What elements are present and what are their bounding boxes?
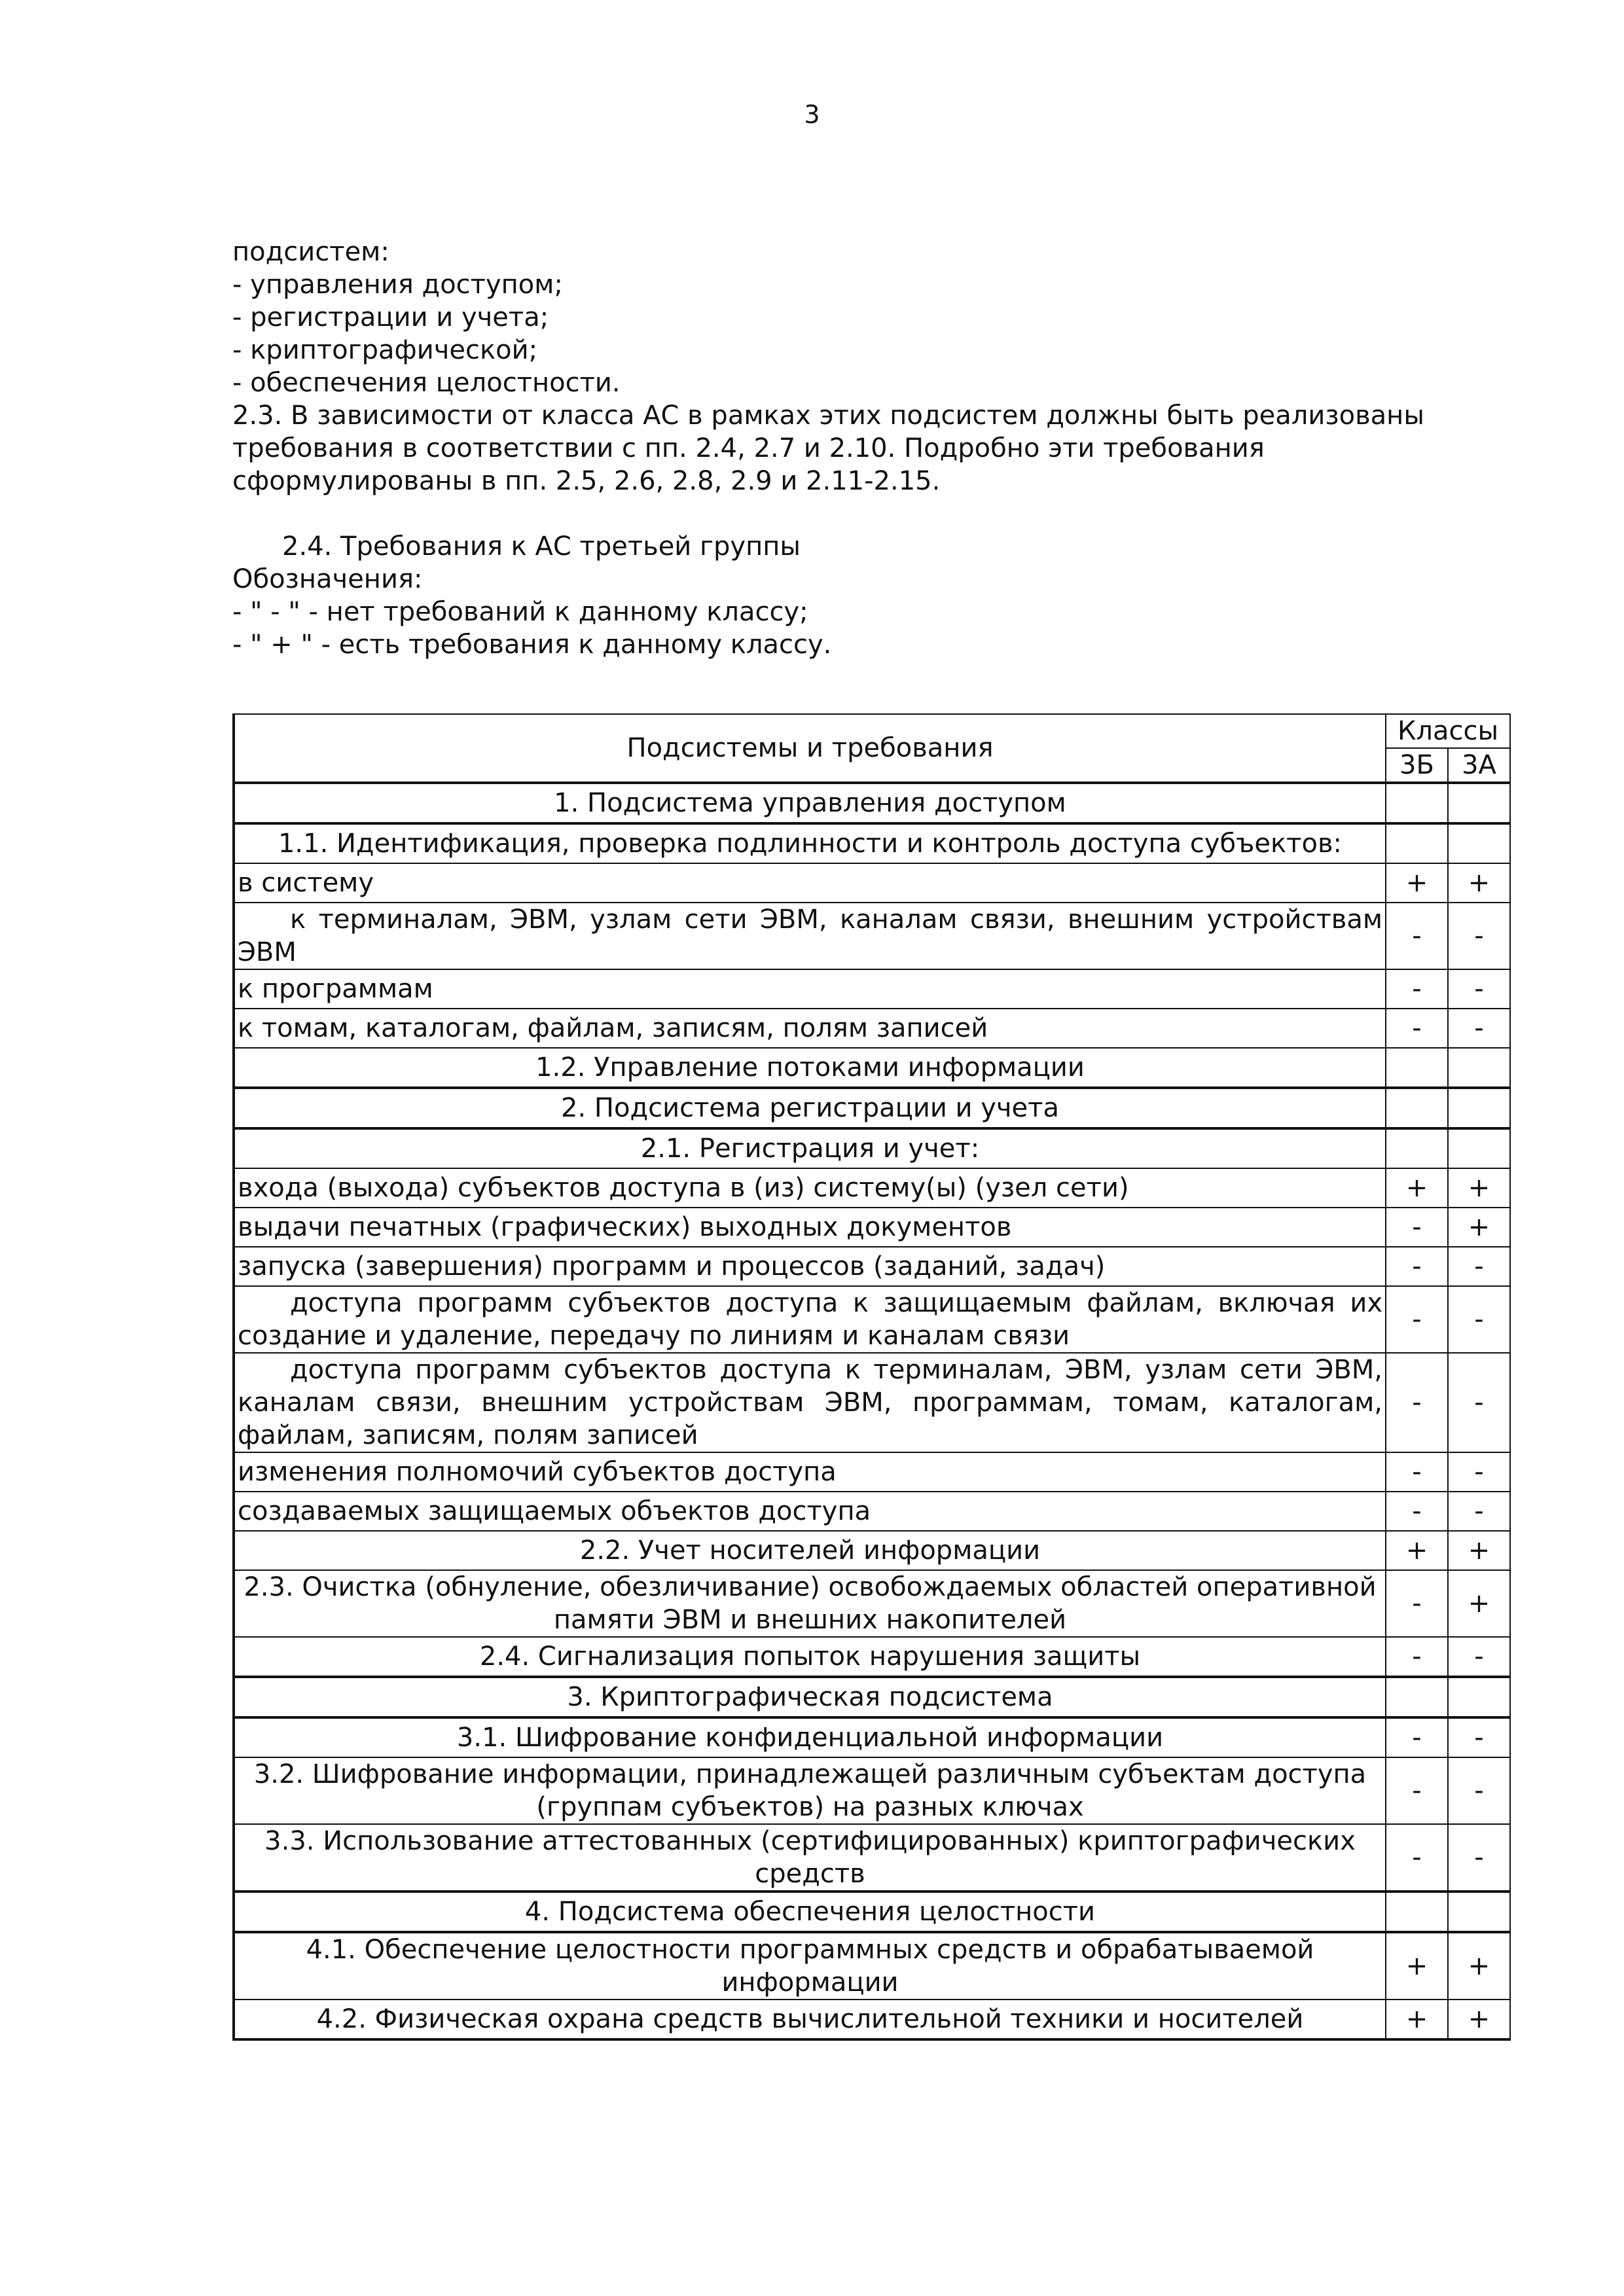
mark-3a — [1448, 1892, 1510, 1932]
requirement-text: изменения полномочий субъектов доступа — [234, 1452, 1386, 1492]
table-row — [234, 1128, 1510, 1168]
requirement-text: входа (выхода) субъектов доступа в (из) систему(ы) (узел сети) — [234, 1168, 1386, 1208]
table-row — [234, 2000, 1510, 2039]
mark-3a: + — [1448, 1208, 1510, 1247]
table-row — [234, 1452, 1510, 1492]
requirement-text: создаваемых защищаемых объектов доступа — [234, 1492, 1386, 1531]
intro-text — [232, 236, 1509, 661]
table-row — [234, 1717, 1510, 1757]
table-row — [234, 1637, 1510, 1677]
mark-3a: + — [1448, 1531, 1510, 1570]
intro-line: 2.3. В зависимости от класса АС в рамках этих подсистем должны быть реализованы — [232, 401, 1424, 431]
table-row — [234, 1757, 1510, 1824]
mark-3b — [1386, 1892, 1448, 1932]
table-row — [234, 1048, 1510, 1088]
mark-3b — [1386, 1088, 1448, 1128]
mark-3b: + — [1386, 2000, 1448, 2039]
legend-item-minus: - " - " - нет требований к данному классу; — [232, 597, 808, 627]
mark-3b: + — [1386, 1932, 1448, 2000]
intro-line: требования в соответствии с пп. 2.4, 2.7 и 2.10. Подробно эти требования — [232, 433, 1265, 463]
mark-3b: - — [1386, 1452, 1448, 1492]
table-row — [234, 1286, 1510, 1353]
mark-3a — [1448, 1088, 1510, 1128]
requirement-text: 2.4. Сигнализация попыток нарушения защиты — [234, 1637, 1386, 1677]
mark-3a — [1448, 1048, 1510, 1088]
mark-3b: - — [1386, 1757, 1448, 1824]
mark-3a: + — [1448, 2000, 1510, 2039]
mark-3b: - — [1386, 1637, 1448, 1677]
table-row — [234, 1168, 1510, 1208]
mark-3b: - — [1386, 1353, 1448, 1452]
section-heading: 2. Подсистема регистрации и учета — [234, 1088, 1386, 1128]
table-row — [234, 903, 1510, 969]
mark-3b — [1386, 1677, 1448, 1717]
mark-3a — [1448, 783, 1510, 823]
requirement-text: 3.3. Использование аттестованных (сертифицированных) криптографических средств — [234, 1824, 1386, 1892]
table-row — [234, 1892, 1510, 1932]
table-row — [234, 1531, 1510, 1570]
mark-3a: + — [1448, 1168, 1510, 1208]
mark-3b: - — [1386, 1717, 1448, 1757]
table-row — [234, 1570, 1510, 1637]
intro-line: - обеспечения целостности. — [232, 368, 621, 398]
header-classes: Классы — [1386, 714, 1510, 748]
mark-3a — [1448, 1128, 1510, 1168]
table-row — [234, 1088, 1510, 1128]
table-row — [234, 1247, 1510, 1286]
mark-3a: - — [1448, 1452, 1510, 1492]
intro-line: - управления доступом; — [232, 270, 563, 300]
mark-3a: - — [1448, 1717, 1510, 1757]
section-title: 2.4. Требования к АС третьей группы — [282, 531, 801, 562]
mark-3a: - — [1448, 1757, 1510, 1824]
mark-3a: - — [1448, 1824, 1510, 1892]
mark-3a: - — [1448, 969, 1510, 1009]
mark-3a: - — [1448, 1286, 1510, 1353]
mark-3b — [1386, 1128, 1448, 1168]
mark-3a: - — [1448, 1492, 1510, 1531]
requirement-text: доступа программ субъектов доступа к защищаемым файлам, включая их создание и удаление, передачу по линиям и каналам связи — [234, 1286, 1386, 1353]
mark-3a: + — [1448, 1570, 1510, 1637]
intro-line: сформулированы в пп. 2.5, 2.6, 2.8, 2.9 и 2.11-2.15. — [232, 466, 941, 496]
mark-3b: - — [1386, 1247, 1448, 1286]
table-row — [234, 783, 1510, 823]
mark-3b: - — [1386, 1208, 1448, 1247]
requirement-text: к программам — [234, 969, 1386, 1009]
header-subsystems: Подсистемы и требования — [234, 714, 1386, 783]
mark-3b: - — [1386, 1824, 1448, 1892]
requirements-table — [232, 713, 1511, 2041]
mark-3a: + — [1448, 863, 1510, 903]
legend-title: Обозначения: — [232, 564, 423, 594]
requirement-text: 3.1. Шифрование конфиденциальной информации — [234, 1717, 1386, 1757]
requirement-text: 2.3. Очистка (обнуление, обезличивание) освобождаемых областей оперативной памяти ЭВМ и внешних накопителей — [234, 1570, 1386, 1637]
legend-item-plus: - " + " - есть требования к данному классу. — [232, 630, 832, 660]
requirement-text: доступа программ субъектов доступа к терминалам, ЭВМ, узлам сети ЭВМ, каналам связи, внешним устройствам ЭВМ, программам, томам, каталогам, файлам, записям, полям записей — [234, 1353, 1386, 1452]
mark-3a: - — [1448, 1637, 1510, 1677]
requirement-text: 4.2. Физическая охрана средств вычислительной техники и носителей — [234, 2000, 1386, 2039]
mark-3b: - — [1386, 903, 1448, 969]
section-heading: 4. Подсистема обеспечения целостности — [234, 1892, 1386, 1932]
mark-3a: - — [1448, 903, 1510, 969]
requirement-text: 1.1. Идентификация, проверка подлинности и контроль доступа субъектов: — [234, 823, 1386, 863]
table-row — [234, 1208, 1510, 1247]
mark-3b: + — [1386, 1531, 1448, 1570]
mark-3b: + — [1386, 1168, 1448, 1208]
mark-3b — [1386, 783, 1448, 823]
header-class-3b: 3Б — [1386, 748, 1448, 783]
table-row — [234, 863, 1510, 903]
table-row — [234, 823, 1510, 863]
requirement-text: выдачи печатных (графических) выходных документов — [234, 1208, 1386, 1247]
section-heading: 1. Подсистема управления доступом — [234, 783, 1386, 823]
table-row — [234, 1932, 1510, 2000]
mark-3b: + — [1386, 863, 1448, 903]
requirement-text: 1.2. Управление потоками информации — [234, 1048, 1386, 1088]
mark-3b: - — [1386, 1570, 1448, 1637]
mark-3b — [1386, 1048, 1448, 1088]
requirement-text: 3.2. Шифрование информации, принадлежащей различным субъектам доступа (группам субъектов) на разных ключах — [234, 1757, 1386, 1824]
requirement-text: к томам, каталогам, файлам, записям, полям записей — [234, 1009, 1386, 1048]
page-number: 3 — [804, 100, 820, 129]
table-row — [234, 1009, 1510, 1048]
mark-3a — [1448, 823, 1510, 863]
mark-3b: - — [1386, 1009, 1448, 1048]
mark-3a: - — [1448, 1353, 1510, 1452]
requirement-text: запуска (завершения) программ и процессов (заданий, задач) — [234, 1247, 1386, 1286]
requirement-text: 2.1. Регистрация и учет: — [234, 1128, 1386, 1168]
requirement-text: 4.1. Обеспечение целостности программных средств и обрабатываемой информации — [234, 1932, 1386, 2000]
mark-3a: - — [1448, 1009, 1510, 1048]
table-row — [234, 1492, 1510, 1531]
mark-3a: + — [1448, 1932, 1510, 2000]
mark-3b: - — [1386, 1492, 1448, 1531]
intro-line: подсистем: — [232, 237, 389, 267]
table-row — [234, 1824, 1510, 1892]
mark-3b: - — [1386, 1286, 1448, 1353]
requirement-text: к терминалам, ЭВМ, узлам сети ЭВМ, каналам связи, внешним устройствам ЭВМ — [234, 903, 1386, 969]
requirement-text: 2.2. Учет носителей информации — [234, 1531, 1386, 1570]
mark-3b: - — [1386, 969, 1448, 1009]
mark-3b — [1386, 823, 1448, 863]
section-heading: 3. Криптографическая подсистема — [234, 1677, 1386, 1717]
mark-3a: - — [1448, 1247, 1510, 1286]
header-class-3a: 3А — [1448, 748, 1510, 783]
intro-line: - криптографической; — [232, 335, 538, 365]
table-row — [234, 969, 1510, 1009]
mark-3a — [1448, 1677, 1510, 1717]
intro-line: - регистрации и учета; — [232, 302, 549, 332]
requirement-text: в систему — [234, 863, 1386, 903]
table-row — [234, 1353, 1510, 1452]
table-row — [234, 1677, 1510, 1717]
